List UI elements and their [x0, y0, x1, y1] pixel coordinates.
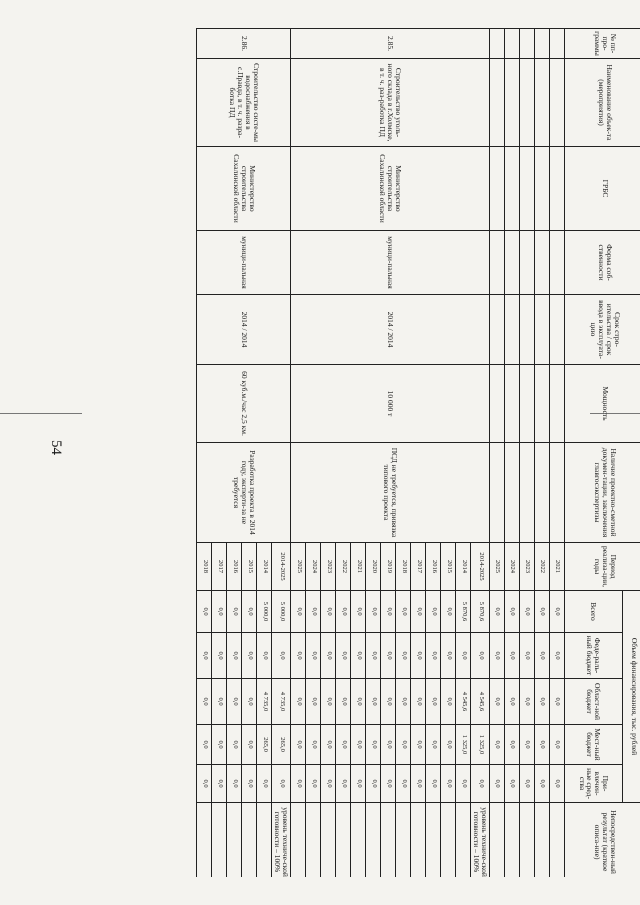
result-cell — [336, 803, 351, 877]
value-cell-federal: 0,0 — [351, 633, 366, 679]
result-cell — [520, 803, 535, 877]
period-cell: 2014 — [257, 543, 272, 591]
value-cell-local: 0,0 — [306, 725, 321, 765]
project-term: 2014 / 2014 — [197, 295, 291, 365]
project-capacity: 60 куб.м./час 2,5 км. — [197, 365, 291, 443]
value-cell-regional: 0,0 — [321, 679, 336, 725]
value-cell-attracted: 0,0 — [321, 765, 336, 803]
value-cell-local: 0,0 — [426, 725, 441, 765]
value-cell-regional: 0,0 — [197, 679, 212, 725]
result-cell — [291, 803, 306, 877]
project-grbs: Министерство строительства Сахалинской области — [197, 147, 291, 231]
result-cell — [411, 803, 426, 877]
value-cell-federal: 0,0 — [272, 633, 291, 679]
scan-line-left — [0, 413, 82, 414]
value-cell-regional: 0,0 — [351, 679, 366, 725]
header-num: № пп-про-граммы — [565, 29, 640, 59]
value-cell-regional: 0,0 — [411, 679, 426, 725]
value-cell-attracted: 0,0 — [306, 765, 321, 803]
value-cell-regional: 4 545,6 — [456, 679, 471, 725]
value-cell-local: 0,0 — [381, 725, 396, 765]
value-cell-total: 5 870,6 — [456, 591, 471, 633]
value-cell-federal: 0,0 — [257, 633, 272, 679]
project-grbs: Министерство строительства Сахалинской области — [291, 147, 490, 231]
empty-cell — [535, 231, 550, 295]
value-cell-attracted: 0,0 — [257, 765, 272, 803]
value-cell-federal: 0,0 — [535, 633, 550, 679]
table-row — [520, 29, 535, 878]
project-name: Строительство систе-мы водоснабжения в с.Правда, в т. ч. разра-ботка ПД — [197, 59, 291, 147]
header-federal: Феде-раль-ный бюджет — [565, 633, 623, 679]
empty-cell — [505, 29, 520, 59]
value-cell-regional: 0,0 — [306, 679, 321, 725]
value-cell-federal: 0,0 — [381, 633, 396, 679]
value-cell-total: 0,0 — [396, 591, 411, 633]
value-cell-federal: 0,0 — [490, 633, 505, 679]
value-cell-attracted: 0,0 — [242, 765, 257, 803]
value-cell-local: 0,0 — [336, 725, 351, 765]
header-term: Срок стро-ительства / срок ввода в эксплуата-цию — [565, 295, 640, 365]
value-cell-attracted: 0,0 — [505, 765, 520, 803]
period-cell: 2018 — [197, 543, 212, 591]
value-cell-regional: 0,0 — [291, 679, 306, 725]
empty-cell — [505, 231, 520, 295]
value-cell-total: 0,0 — [212, 591, 227, 633]
result-cell — [321, 803, 336, 877]
value-cell-federal: 0,0 — [396, 633, 411, 679]
value-cell-federal: 0,0 — [366, 633, 381, 679]
empty-cell — [550, 443, 565, 543]
value-cell-total: 0,0 — [197, 591, 212, 633]
period-cell: 2014 — [456, 543, 471, 591]
value-cell-attracted: 0,0 — [212, 765, 227, 803]
project-docs: Разработка проекта в 2014 году, эксперти-за не требуется — [197, 443, 291, 543]
result-cell — [456, 803, 471, 877]
period-cell: 2016 — [227, 543, 242, 591]
period-cell: 2022 — [336, 543, 351, 591]
period-cell: 2015 — [242, 543, 257, 591]
empty-cell — [505, 365, 520, 443]
value-cell-local: 0,0 — [441, 725, 456, 765]
value-cell-regional: 0,0 — [212, 679, 227, 725]
value-cell-attracted: 0,0 — [396, 765, 411, 803]
value-cell-local: 1 325,0 — [471, 725, 490, 765]
table-body — [197, 29, 565, 878]
table-row — [550, 29, 565, 878]
header-regional: Област-ной бюджет — [565, 679, 623, 725]
empty-cell — [535, 29, 550, 59]
header-docs: Наличие проектно-сметной докумен-тации, заключения главгосэкспертизы — [565, 443, 640, 543]
result-cell: уровень техниче-ской готовности – 100% — [471, 803, 490, 877]
value-cell-total: 0,0 — [426, 591, 441, 633]
empty-cell — [505, 147, 520, 231]
value-cell-local: 0,0 — [197, 725, 212, 765]
empty-cell — [550, 59, 565, 147]
result-cell — [505, 803, 520, 877]
value-cell-attracted: 0,0 — [426, 765, 441, 803]
value-cell-local: 0,0 — [321, 725, 336, 765]
period-cell: 2020 — [366, 543, 381, 591]
project-capacity: 10 000 т — [291, 365, 490, 443]
result-cell — [351, 803, 366, 877]
page-number: 54 — [48, 440, 64, 455]
value-cell-attracted: 0,0 — [411, 765, 426, 803]
value-cell-federal: 0,0 — [197, 633, 212, 679]
value-cell-local: 265,0 — [257, 725, 272, 765]
table-row — [490, 29, 505, 878]
value-cell-total: 0,0 — [366, 591, 381, 633]
value-cell-total: 0,0 — [351, 591, 366, 633]
value-cell-regional: 4 735,0 — [272, 679, 291, 725]
value-cell-regional: 0,0 — [381, 679, 396, 725]
value-cell-local: 0,0 — [535, 725, 550, 765]
value-cell-federal: 0,0 — [505, 633, 520, 679]
header-ownership: Форма соб-ственности — [565, 231, 640, 295]
result-cell — [227, 803, 242, 877]
value-cell-total: 0,0 — [520, 591, 535, 633]
value-cell-total: 0,0 — [411, 591, 426, 633]
result-cell — [242, 803, 257, 877]
table-header — [565, 29, 640, 878]
empty-cell — [490, 147, 505, 231]
empty-cell — [490, 365, 505, 443]
value-cell-local: 0,0 — [490, 725, 505, 765]
result-cell — [426, 803, 441, 877]
empty-cell — [505, 295, 520, 365]
value-cell-attracted: 0,0 — [197, 765, 212, 803]
period-cell: 2022 — [535, 543, 550, 591]
value-cell-total: 0,0 — [321, 591, 336, 633]
period-cell: 2024 — [306, 543, 321, 591]
period-cell: 2017 — [212, 543, 227, 591]
value-cell-regional: 0,0 — [490, 679, 505, 725]
period-cell: 2018 — [396, 543, 411, 591]
period-cell: 2021 — [550, 543, 565, 591]
empty-cell — [550, 295, 565, 365]
value-cell-local: 0,0 — [291, 725, 306, 765]
value-cell-federal: 0,0 — [336, 633, 351, 679]
value-cell-local: 0,0 — [396, 725, 411, 765]
empty-cell — [550, 29, 565, 59]
empty-cell — [520, 231, 535, 295]
value-cell-regional: 0,0 — [426, 679, 441, 725]
empty-cell — [550, 147, 565, 231]
empty-cell — [520, 59, 535, 147]
header-period: Период реализа-ции, годы — [565, 543, 640, 591]
value-cell-federal: 0,0 — [321, 633, 336, 679]
header-capacity: Мощность — [565, 365, 640, 443]
table-row — [471, 29, 490, 878]
value-cell-federal: 0,0 — [471, 633, 490, 679]
value-cell-regional: 0,0 — [520, 679, 535, 725]
period-cell: 2021 — [351, 543, 366, 591]
value-cell-local: 0,0 — [242, 725, 257, 765]
value-cell-attracted: 0,0 — [471, 765, 490, 803]
project-ownership: муници-пальная — [291, 231, 490, 295]
value-cell-total: 5 000,0 — [272, 591, 291, 633]
value-cell-total: 5 870,6 — [471, 591, 490, 633]
value-cell-regional: 4 735,0 — [257, 679, 272, 725]
empty-cell — [490, 443, 505, 543]
value-cell-total: 0,0 — [441, 591, 456, 633]
value-cell-total: 0,0 — [550, 591, 565, 633]
value-cell-total: 0,0 — [381, 591, 396, 633]
project-docs: ПСД не требуется, привязка типового проекта — [291, 443, 490, 543]
empty-cell — [520, 147, 535, 231]
header-total: Всего — [565, 591, 623, 633]
rotated-table-wrapper — [78, 28, 640, 877]
period-cell: 2024 — [505, 543, 520, 591]
period-cell: 2023 — [520, 543, 535, 591]
value-cell-federal: 0,0 — [426, 633, 441, 679]
value-cell-local: 0,0 — [505, 725, 520, 765]
period-cell: 2017 — [411, 543, 426, 591]
value-cell-attracted: 0,0 — [490, 765, 505, 803]
result-cell — [212, 803, 227, 877]
result-cell — [490, 803, 505, 877]
value-cell-regional: 0,0 — [336, 679, 351, 725]
empty-cell — [520, 29, 535, 59]
empty-cell — [535, 365, 550, 443]
empty-cell — [550, 365, 565, 443]
value-cell-total: 0,0 — [242, 591, 257, 633]
header-local: Мест-ный бюджет — [565, 725, 623, 765]
result-cell — [306, 803, 321, 877]
table-row — [535, 29, 550, 878]
period-cell: 2019 — [381, 543, 396, 591]
empty-cell — [505, 443, 520, 543]
value-cell-attracted: 0,0 — [272, 765, 291, 803]
value-cell-total: 0,0 — [306, 591, 321, 633]
value-cell-regional: 0,0 — [227, 679, 242, 725]
header-name: Наименование объек-та (мероприятия) — [565, 59, 640, 147]
value-cell-regional: 0,0 — [396, 679, 411, 725]
result-cell — [257, 803, 272, 877]
empty-cell — [490, 231, 505, 295]
header-attracted: При-влечен-ные сред-ства — [565, 765, 623, 803]
table-row — [505, 29, 520, 878]
value-cell-regional: 0,0 — [441, 679, 456, 725]
financing-table — [197, 28, 640, 877]
value-cell-attracted: 0,0 — [366, 765, 381, 803]
table-row — [272, 29, 291, 878]
value-cell-attracted: 0,0 — [456, 765, 471, 803]
value-cell-attracted: 0,0 — [351, 765, 366, 803]
empty-cell — [535, 59, 550, 147]
value-cell-attracted: 0,0 — [520, 765, 535, 803]
period-cell: 2025 — [490, 543, 505, 591]
value-cell-regional: 4 545,6 — [471, 679, 490, 725]
value-cell-local: 1 325,0 — [456, 725, 471, 765]
value-cell-total: 0,0 — [227, 591, 242, 633]
empty-cell — [520, 443, 535, 543]
value-cell-attracted: 0,0 — [336, 765, 351, 803]
value-cell-federal: 0,0 — [242, 633, 257, 679]
result-cell — [366, 803, 381, 877]
period-cell: 2015 — [441, 543, 456, 591]
value-cell-federal: 0,0 — [441, 633, 456, 679]
value-cell-attracted: 0,0 — [441, 765, 456, 803]
empty-cell — [535, 295, 550, 365]
result-cell — [197, 803, 212, 877]
header-grbs: ГРБС — [565, 147, 640, 231]
value-cell-local: 0,0 — [227, 725, 242, 765]
value-cell-total: 0,0 — [291, 591, 306, 633]
period-cell: 2025 — [291, 543, 306, 591]
period-cell: 2016 — [426, 543, 441, 591]
value-cell-attracted: 0,0 — [227, 765, 242, 803]
value-cell-federal: 0,0 — [456, 633, 471, 679]
result-cell — [535, 803, 550, 877]
project-number: 2.85. — [291, 29, 490, 59]
result-cell — [396, 803, 411, 877]
value-cell-total: 0,0 — [535, 591, 550, 633]
value-cell-local: 0,0 — [212, 725, 227, 765]
value-cell-federal: 0,0 — [212, 633, 227, 679]
value-cell-total: 0,0 — [336, 591, 351, 633]
project-name: Строительство уголь-ного склада в г.Холмске, в т. ч. раз-работка ПД — [291, 59, 490, 147]
value-cell-federal: 0,0 — [520, 633, 535, 679]
value-cell-regional: 0,0 — [505, 679, 520, 725]
value-cell-federal: 0,0 — [291, 633, 306, 679]
value-cell-federal: 0,0 — [550, 633, 565, 679]
result-cell — [550, 803, 565, 877]
value-cell-total: 0,0 — [505, 591, 520, 633]
period-cell: 2014-2025 — [471, 543, 490, 591]
empty-cell — [505, 59, 520, 147]
value-cell-total: 5 000,0 — [257, 591, 272, 633]
empty-cell — [490, 59, 505, 147]
value-cell-attracted: 0,0 — [291, 765, 306, 803]
value-cell-attracted: 0,0 — [381, 765, 396, 803]
value-cell-federal: 0,0 — [227, 633, 242, 679]
period-cell: 2014-2025 — [272, 543, 291, 591]
value-cell-local: 265,0 — [272, 725, 291, 765]
value-cell-federal: 0,0 — [306, 633, 321, 679]
value-cell-regional: 0,0 — [550, 679, 565, 725]
empty-cell — [550, 231, 565, 295]
empty-cell — [520, 365, 535, 443]
header-financing: Объем финансирования, тыс. рублей — [623, 591, 640, 803]
value-cell-local: 0,0 — [411, 725, 426, 765]
value-cell-local: 0,0 — [550, 725, 565, 765]
value-cell-federal: 0,0 — [411, 633, 426, 679]
value-cell-regional: 0,0 — [535, 679, 550, 725]
value-cell-regional: 0,0 — [366, 679, 381, 725]
empty-cell — [535, 443, 550, 543]
value-cell-attracted: 0,0 — [535, 765, 550, 803]
empty-cell — [490, 295, 505, 365]
value-cell-total: 0,0 — [490, 591, 505, 633]
value-cell-local: 0,0 — [520, 725, 535, 765]
value-cell-regional: 0,0 — [242, 679, 257, 725]
empty-cell — [535, 147, 550, 231]
empty-cell — [490, 29, 505, 59]
result-cell: уровень техниче-ской готовности – 100% — [272, 803, 291, 877]
result-cell — [381, 803, 396, 877]
empty-cell — [520, 295, 535, 365]
project-ownership: муници-пальная — [197, 231, 291, 295]
period-cell: 2023 — [321, 543, 336, 591]
value-cell-local: 0,0 — [351, 725, 366, 765]
project-number: 2.86. — [197, 29, 291, 59]
value-cell-local: 0,0 — [366, 725, 381, 765]
value-cell-attracted: 0,0 — [550, 765, 565, 803]
result-cell — [441, 803, 456, 877]
header-result: Непосредствен-ный результат (краткое описа-ние) — [565, 803, 640, 877]
rotated-page-area — [78, 28, 640, 877]
project-term: 2014 / 2014 — [291, 295, 490, 365]
